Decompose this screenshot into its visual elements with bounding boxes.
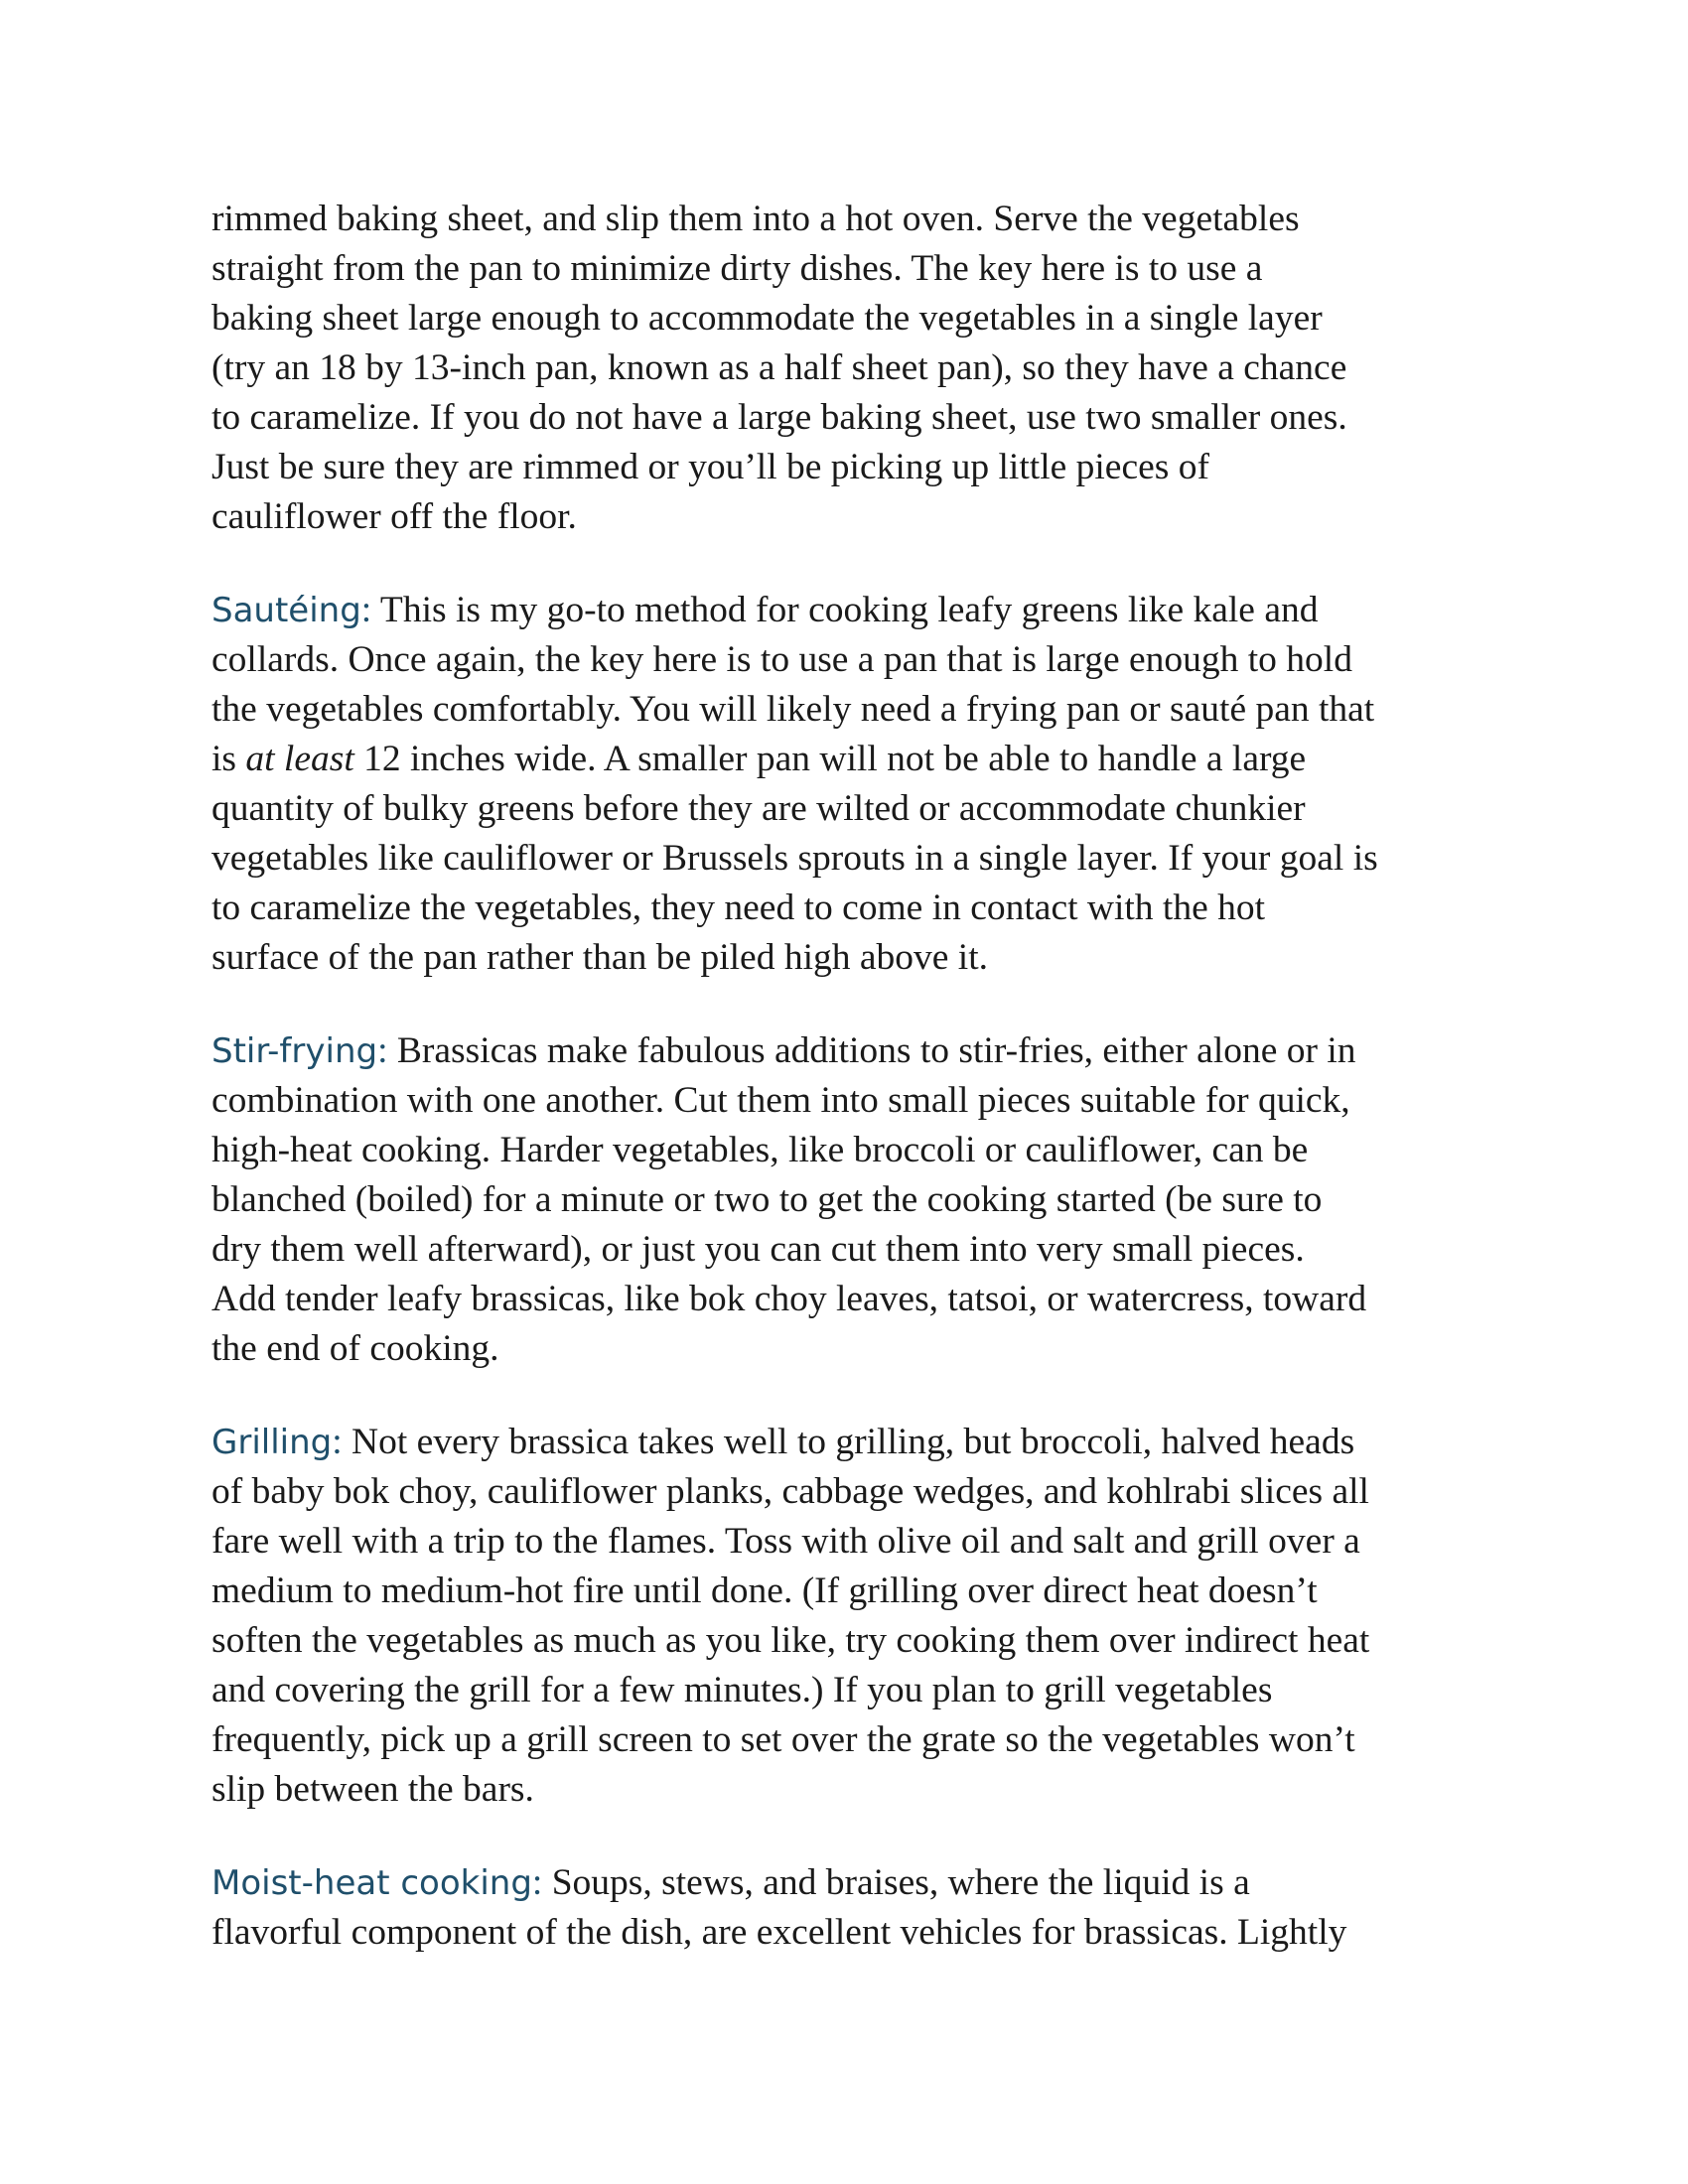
text-line: combination with one another. Cut them into small pieces suitable for quick,	[211, 1080, 1350, 1121]
section-term-moist-heat-cooking: Moist-heat cooking	[211, 1863, 532, 1903]
text-line: medium to medium-hot fire until done. (If grilling over direct heat doesn’t	[211, 1570, 1318, 1611]
text-line: flavorful component of the dish, are excellent vehicles for brassicas. Lightly	[211, 1912, 1347, 1953]
text-line: slip between the bars.	[211, 1769, 534, 1810]
text-run: Not every brassica takes well to grilling, but broccoli, halved heads	[342, 1422, 1355, 1462]
text-line	[211, 1418, 1492, 1467]
term-separator: :	[332, 1422, 343, 1462]
section-term-sauteing: Sautéing	[211, 591, 361, 630]
text-line: high-heat cooking. Harder vegetables, like broccoli or cauliflower, can be	[211, 1130, 1309, 1170]
text-line: quantity of bulky greens before they are wilted or accommodate chunkier	[211, 788, 1306, 829]
text-line: dry them well afterward), or just you can cut them into very small pieces.	[211, 1229, 1305, 1270]
text-line	[211, 1026, 1492, 1076]
term-separator: :	[531, 1862, 543, 1903]
document-page	[211, 195, 1492, 1958]
text-line: of baby bok choy, cauliflower planks, cabbage wedges, and kohlrabi slices all	[211, 1471, 1369, 1512]
text-line: straight from the pan to minimize dirty dishes. The key here is to use a	[211, 248, 1263, 289]
text-run: is	[211, 739, 246, 779]
text-line: (try an 18 by 13-inch pan, known as a half sheet pan), so they have a chance	[211, 347, 1347, 388]
paragraph-grilling	[211, 1418, 1492, 1815]
text-line: and covering the grill for a few minutes.) If you plan to grill vegetables	[211, 1670, 1273, 1710]
text-line: Add tender leafy brassicas, like bok choy leaves, tatsoi, or watercress, toward	[211, 1279, 1367, 1319]
text-line: cauliflower off the floor.	[211, 496, 577, 537]
text-line: blanched (boiled) for a minute or two to get the cooking started (be sure to	[211, 1179, 1323, 1220]
text-line	[211, 735, 1492, 784]
text-line	[211, 1858, 1492, 1908]
paragraph-stir-frying	[211, 1026, 1492, 1374]
text-run: 12 inches wide. A smaller pan will not be able to handle a large	[353, 739, 1307, 779]
section-term-stir-frying: Stir-frying	[211, 1031, 378, 1071]
emphasis-text: at least	[245, 739, 354, 779]
text-line: the vegetables comfortably. You will likely need a frying pan or sauté pan that	[211, 689, 1375, 730]
text-line: frequently, pick up a grill screen to set over the grate so the vegetables won’t	[211, 1719, 1355, 1760]
paragraph-sauteing	[211, 586, 1492, 983]
text-line: rimmed baking sheet, and slip them into a hot oven. Serve the vegetables	[211, 199, 1300, 239]
paragraph-roasting-continuation	[211, 195, 1492, 542]
text-line: collards. Once again, the key here is to use a pan that is large enough to hold	[211, 639, 1352, 680]
text-line: fare well with a trip to the flames. Toss with olive oil and salt and grill over a	[211, 1521, 1360, 1562]
text-line: Just be sure they are rimmed or you’ll be picking up little pieces of	[211, 447, 1209, 487]
section-term-grilling: Grilling	[211, 1423, 333, 1462]
text-line: surface of the pan rather than be piled high above it.	[211, 937, 988, 978]
term-separator: :	[360, 590, 372, 630]
text-line: vegetables like cauliflower or Brussels sprouts in a single layer. If your goal is	[211, 838, 1378, 879]
text-run: This is my go-to method for cooking leafy greens like kale and	[371, 590, 1319, 630]
text-line: baking sheet large enough to accommodate the vegetables in a single layer	[211, 298, 1323, 339]
term-separator: :	[377, 1030, 388, 1071]
text-run: Soups, stews, and braises, where the liquid is a	[542, 1862, 1250, 1903]
text-line: soften the vegetables as much as you like, try cooking them over indirect heat	[211, 1620, 1370, 1661]
text-run: Brassicas make fabulous additions to stir-fries, either alone or in	[387, 1030, 1356, 1071]
text-line: to caramelize the vegetables, they need to come in contact with the hot	[211, 887, 1266, 928]
text-line: to caramelize. If you do not have a large baking sheet, use two smaller ones.	[211, 397, 1347, 438]
text-line: the end of cooking.	[211, 1328, 499, 1369]
text-line	[211, 586, 1492, 635]
paragraph-moist-heat-cooking	[211, 1858, 1492, 1958]
